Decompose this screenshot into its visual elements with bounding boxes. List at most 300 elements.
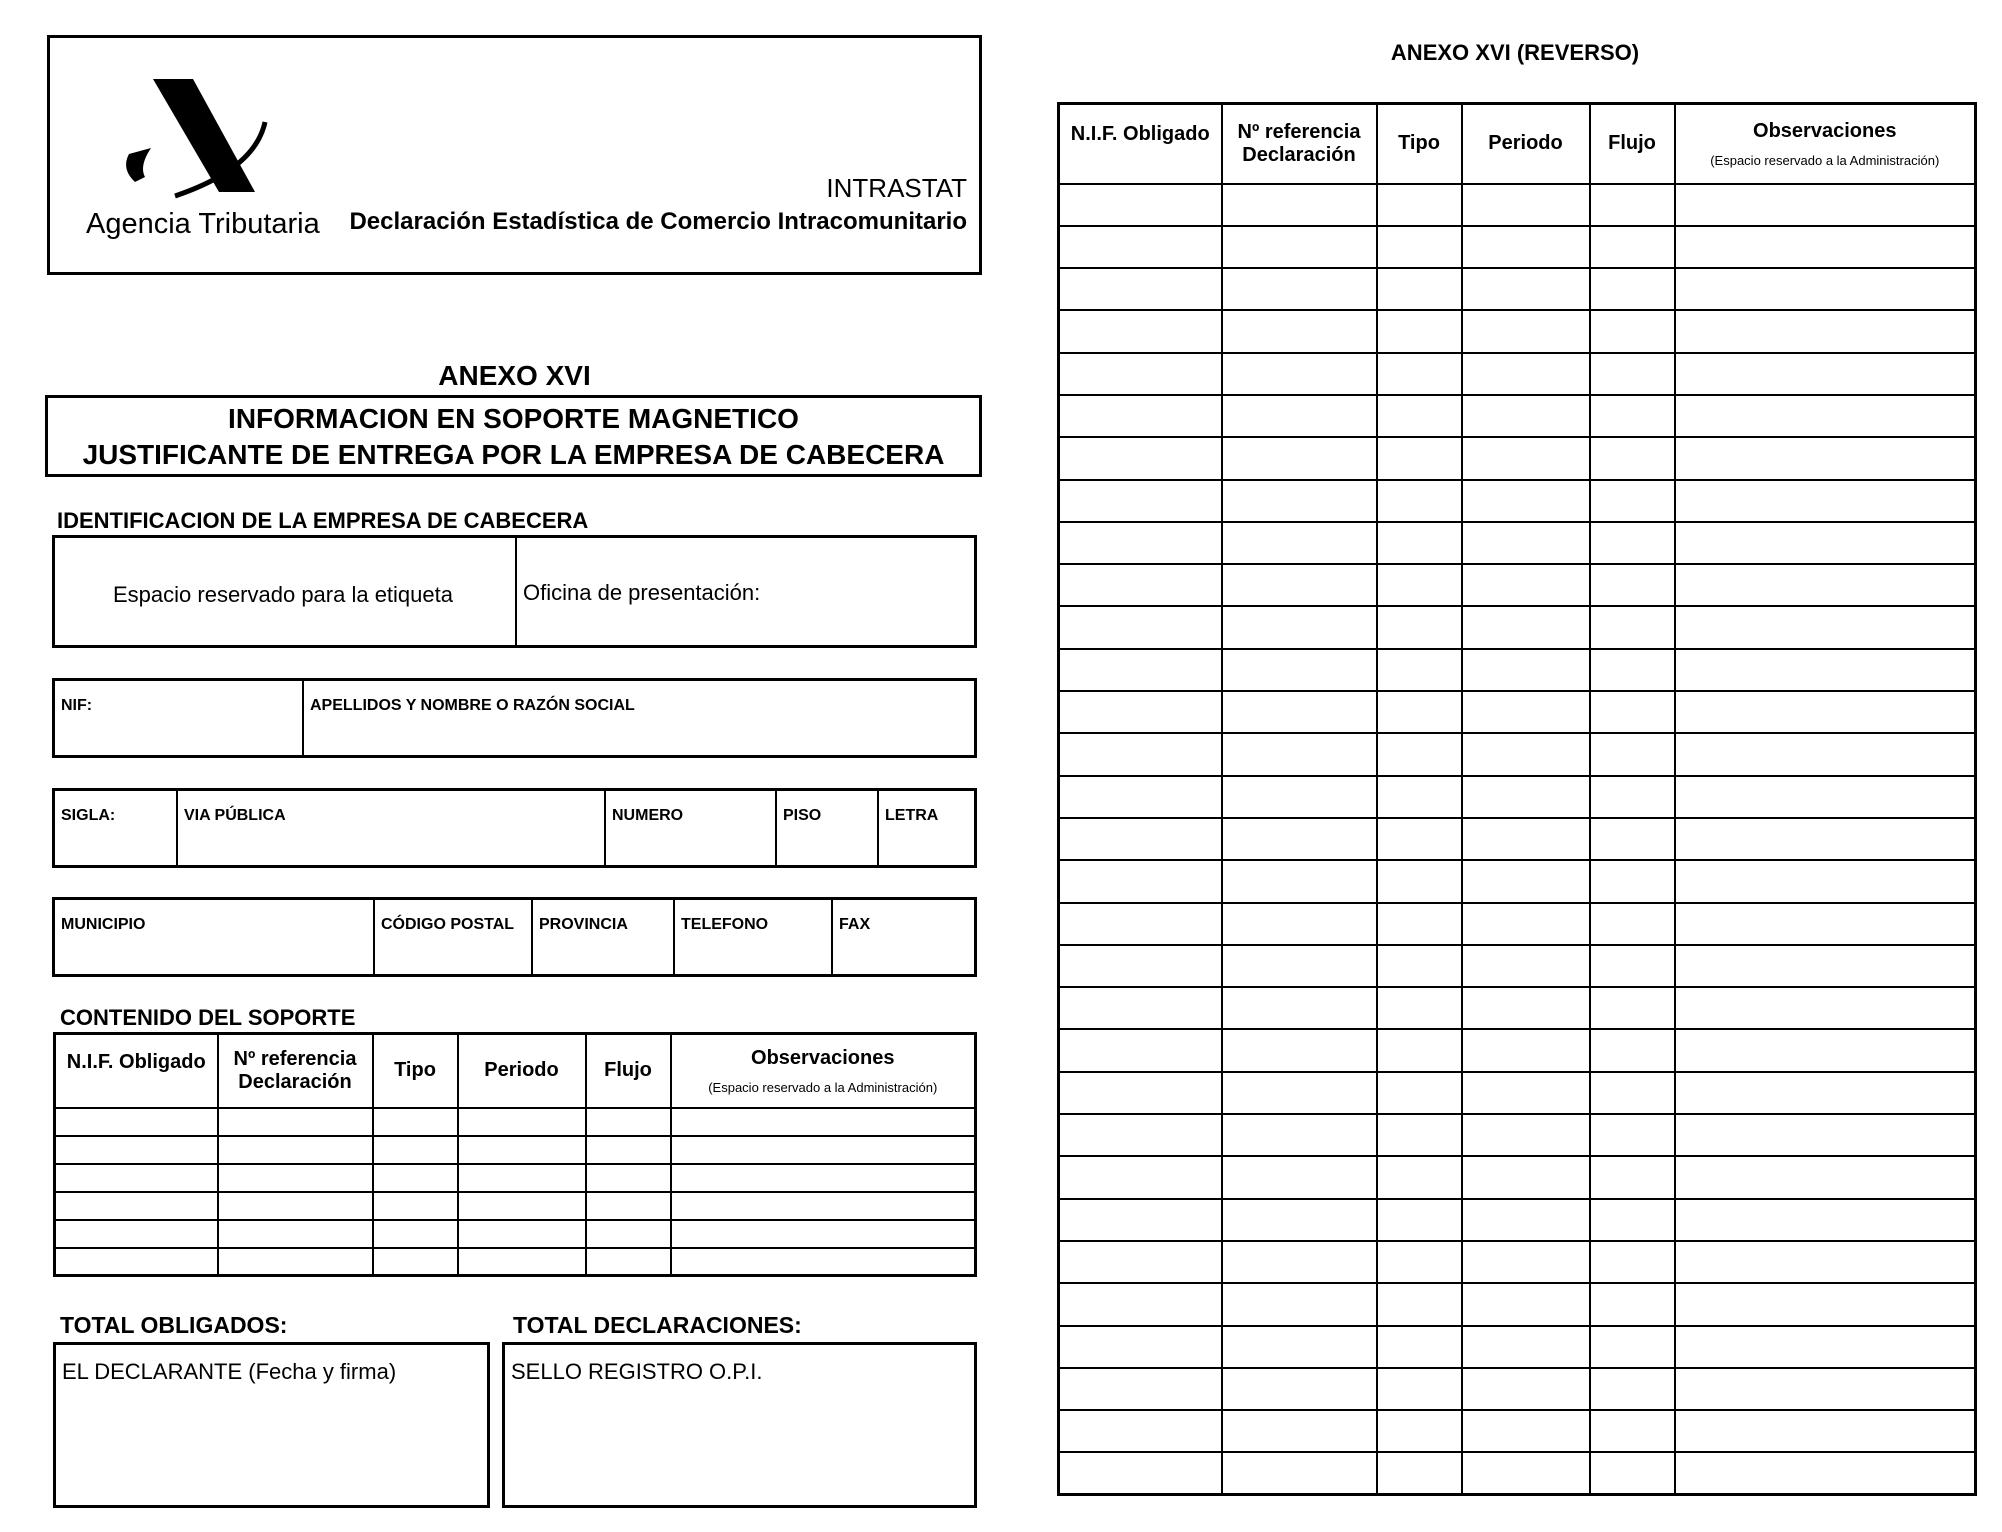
sello-box — [502, 1342, 977, 1508]
reverso-table-cell-flujo[interactable] — [1590, 480, 1675, 522]
reverso-table-cell-obs[interactable] — [1675, 1114, 1976, 1156]
reverso-table-cell-flujo[interactable] — [1590, 1199, 1675, 1241]
reverso-table-cell-flujo[interactable] — [1590, 522, 1675, 564]
content-table-cell-nif[interactable] — [55, 1192, 218, 1220]
reverso-table-cell-ref[interactable] — [1222, 395, 1377, 437]
th-nif: N.I.F. Obligado — [55, 1034, 218, 1108]
content-table-cell-nif[interactable] — [55, 1164, 218, 1192]
reverso-table-cell-ref[interactable] — [1222, 1452, 1377, 1494]
reverso-table-cell-obs[interactable] — [1675, 691, 1976, 733]
reverso-table-cell-ref[interactable] — [1222, 184, 1377, 226]
reverso-table-cell-nif[interactable] — [1059, 691, 1222, 733]
reverso-table-cell-flujo[interactable] — [1590, 1156, 1675, 1198]
reverso-table-cell-tipo[interactable] — [1377, 945, 1462, 987]
reverso-table-cell-flujo[interactable] — [1590, 1326, 1675, 1368]
reverso-table-cell-ref[interactable] — [1222, 776, 1377, 818]
reverso-table-cell-tipo[interactable] — [1377, 226, 1462, 268]
content-table-cell-obs[interactable] — [671, 1220, 976, 1248]
reverso-table-row — [1059, 353, 1976, 395]
reverso-table-cell-tipo[interactable] — [1377, 903, 1462, 945]
content-table-cell-ref[interactable] — [218, 1220, 373, 1248]
reverso-table-cell-ref[interactable] — [1222, 1326, 1377, 1368]
name-label: APELLIDOS Y NOMBRE O RAZÓN SOCIAL — [310, 697, 635, 714]
piso-label: PISO — [783, 807, 822, 824]
th-periodo: Periodo — [458, 1034, 586, 1108]
reverso-table-row — [1059, 268, 1976, 310]
reverso-table-cell-ref[interactable] — [1222, 1029, 1377, 1071]
reverso-table-cell-flujo[interactable] — [1590, 903, 1675, 945]
numero-field[interactable] — [606, 791, 777, 865]
reverso-table-cell-periodo[interactable] — [1462, 649, 1590, 691]
reverso-table-cell-obs[interactable] — [1675, 776, 1976, 818]
reverso-table-cell-ref[interactable] — [1222, 1114, 1377, 1156]
reverso-table-cell-obs[interactable] — [1675, 310, 1976, 352]
reverso-table-cell-nif[interactable] — [1059, 564, 1222, 606]
reverso-table-cell-periodo[interactable] — [1462, 987, 1590, 1029]
content-table-row — [55, 1108, 976, 1136]
reverso-table-cell-tipo[interactable] — [1377, 649, 1462, 691]
reverso-table-cell-nif[interactable] — [1059, 945, 1222, 987]
agencia-tributaria-logo — [115, 74, 285, 204]
via-field[interactable] — [178, 791, 606, 865]
reverso-table-cell-nif[interactable] — [1059, 480, 1222, 522]
th-obs-sub: (Espacio reservado a la Administración) — [708, 1079, 938, 1095]
reverso-table-cell-flujo[interactable] — [1590, 1029, 1675, 1071]
reverso-table-cell-flujo[interactable] — [1590, 310, 1675, 352]
reverso-table-cell-nif[interactable] — [1059, 818, 1222, 860]
content-table-row — [55, 1192, 976, 1220]
reverso-table-cell-tipo[interactable] — [1377, 310, 1462, 352]
reverso-table-body — [1059, 184, 1976, 1495]
fax-field[interactable] — [833, 900, 974, 974]
reverso-table-cell-periodo[interactable] — [1462, 226, 1590, 268]
reverso-table-cell-nif[interactable] — [1059, 268, 1222, 310]
reverso-table-cell-ref[interactable] — [1222, 987, 1377, 1029]
reverso-table-cell-obs[interactable] — [1675, 649, 1976, 691]
reverso-table-cell-tipo[interactable] — [1377, 1452, 1462, 1494]
reverso-table-cell-nif[interactable] — [1059, 310, 1222, 352]
reverso-table-cell-obs[interactable] — [1675, 860, 1976, 902]
content-table-cell-flujo[interactable] — [586, 1192, 671, 1220]
reverso-table-cell-nif[interactable] — [1059, 1326, 1222, 1368]
reverso-table-cell-obs[interactable] — [1675, 1283, 1976, 1325]
reverso-table-cell-ref[interactable] — [1222, 1368, 1377, 1410]
reverso-table-row — [1059, 522, 1976, 564]
reverso-table-cell-obs[interactable] — [1675, 606, 1976, 648]
reverso-table-cell-obs[interactable] — [1675, 353, 1976, 395]
reverso-table-cell-flujo[interactable] — [1590, 1452, 1675, 1494]
reverso-table-cell-periodo[interactable] — [1462, 480, 1590, 522]
reverso-table-row — [1059, 480, 1976, 522]
reverso-table-cell-obs[interactable] — [1675, 1199, 1976, 1241]
content-table-cell-periodo[interactable] — [458, 1220, 586, 1248]
reverso-table-cell-flujo[interactable] — [1590, 945, 1675, 987]
reverso-table-cell-periodo[interactable] — [1462, 564, 1590, 606]
reverso-table-cell-obs[interactable] — [1675, 268, 1976, 310]
main-title-box — [45, 395, 982, 477]
reverso-table-cell-nif[interactable] — [1059, 353, 1222, 395]
reverso-table-cell-flujo[interactable] — [1590, 395, 1675, 437]
content-table-cell-periodo[interactable] — [458, 1164, 586, 1192]
reverso-table-cell-nif[interactable] — [1059, 1072, 1222, 1114]
reverso-table-row — [1059, 1072, 1976, 1114]
reverso-table-cell-flujo[interactable] — [1590, 649, 1675, 691]
reverso-table-cell-tipo[interactable] — [1377, 1072, 1462, 1114]
content-table — [53, 1032, 977, 1277]
reverso-table-cell-periodo[interactable] — [1462, 903, 1590, 945]
reverso-table-cell-ref[interactable] — [1222, 1410, 1377, 1452]
reverso-table-cell-ref[interactable] — [1222, 1156, 1377, 1198]
reverso-table-cell-tipo[interactable] — [1377, 480, 1462, 522]
reverso-table-cell-tipo[interactable] — [1377, 268, 1462, 310]
reverso-table-cell-obs[interactable] — [1675, 945, 1976, 987]
content-table-cell-ref[interactable] — [218, 1108, 373, 1136]
total-obligados-label: TOTAL OBLIGADOS: — [60, 1312, 288, 1338]
th-obs-title: Observaciones — [751, 1046, 895, 1069]
reverso-table-cell-ref[interactable] — [1222, 1072, 1377, 1114]
reverso-table-row — [1059, 987, 1976, 1029]
content-table-cell-periodo[interactable] — [458, 1192, 586, 1220]
content-table-cell-obs[interactable] — [671, 1136, 976, 1164]
reverso-table-cell-flujo[interactable] — [1590, 776, 1675, 818]
sigla-label: SIGLA: — [61, 807, 116, 824]
content-table-cell-flujo[interactable] — [586, 1108, 671, 1136]
office-cell[interactable] — [517, 538, 974, 645]
reverso-table-cell-flujo[interactable] — [1590, 226, 1675, 268]
reverso-table-cell-nif[interactable] — [1059, 1368, 1222, 1410]
reverso-table-cell-flujo[interactable] — [1590, 564, 1675, 606]
reverso-table-row — [1059, 226, 1976, 268]
reverso-table-cell-flujo[interactable] — [1590, 1072, 1675, 1114]
letra-label: LETRA — [885, 807, 939, 824]
reverso-table-cell-tipo[interactable] — [1377, 395, 1462, 437]
reverso-table-cell-ref[interactable] — [1222, 268, 1377, 310]
content-table-cell-obs[interactable] — [671, 1248, 976, 1276]
reverso-table-cell-obs[interactable] — [1675, 226, 1976, 268]
reverso-table-cell-ref[interactable] — [1222, 818, 1377, 860]
reverso-table-row — [1059, 691, 1976, 733]
reverso-table-cell-tipo[interactable] — [1377, 522, 1462, 564]
content-table-cell-obs[interactable] — [671, 1108, 976, 1136]
reverso-table-cell-nif[interactable] — [1059, 1283, 1222, 1325]
reverso-table — [1057, 102, 1977, 1496]
anexo-title: ANEXO XVI — [438, 360, 591, 391]
reverso-table-cell-tipo[interactable] — [1377, 987, 1462, 1029]
reverso-table-cell-ref[interactable] — [1222, 437, 1377, 479]
reverso-table-cell-periodo[interactable] — [1462, 1072, 1590, 1114]
reverso-table-cell-tipo[interactable] — [1377, 860, 1462, 902]
reverso-table-cell-flujo[interactable] — [1590, 733, 1675, 775]
reverso-table-cell-obs[interactable] — [1675, 1072, 1976, 1114]
reverso-table-cell-periodo[interactable] — [1462, 395, 1590, 437]
reverso-table-cell-ref[interactable] — [1222, 1199, 1377, 1241]
declarante-box[interactable] — [53, 1342, 490, 1508]
reverso-table-cell-tipo[interactable] — [1377, 1368, 1462, 1410]
content-table-cell-flujo[interactable] — [586, 1220, 671, 1248]
provincia-label: PROVINCIA — [539, 916, 628, 933]
content-table-cell-periodo[interactable] — [458, 1108, 586, 1136]
reverso-table-cell-tipo[interactable] — [1377, 184, 1462, 226]
telefono-label: TELEFONO — [681, 916, 769, 933]
th-ref-line2: Declaración — [238, 1070, 352, 1093]
reverso-table-cell-tipo[interactable] — [1377, 1114, 1462, 1156]
content-table-cell-tipo[interactable] — [373, 1164, 458, 1192]
reverso-table-header — [1059, 104, 1976, 184]
reverso-table-cell-nif[interactable] — [1059, 226, 1222, 268]
reverso-table-row — [1059, 860, 1976, 902]
reverso-table-cell-flujo[interactable] — [1590, 1114, 1675, 1156]
reverso-table-cell-tipo[interactable] — [1377, 1283, 1462, 1325]
name-field[interactable] — [304, 681, 974, 755]
reverso-table-row — [1059, 818, 1976, 860]
sigla-field[interactable] — [55, 791, 178, 865]
provincia-field[interactable] — [533, 900, 675, 974]
declarante-label: EL DECLARANTE (Fecha y firma) — [62, 1359, 397, 1384]
reverso-table-cell-nif[interactable] — [1059, 733, 1222, 775]
reverso-table-cell-nif[interactable] — [1059, 1199, 1222, 1241]
content-table-cell-flujo[interactable] — [586, 1248, 671, 1276]
reverso-table-cell-ref[interactable] — [1222, 945, 1377, 987]
reverso-table-cell-nif[interactable] — [1059, 184, 1222, 226]
reverso-table-cell-ref[interactable] — [1222, 564, 1377, 606]
total-declaraciones-label: TOTAL DECLARACIONES: — [513, 1312, 802, 1338]
content-table-body — [55, 1108, 976, 1276]
reverso-table-cell-nif[interactable] — [1059, 395, 1222, 437]
letra-field[interactable] — [879, 791, 974, 865]
content-title: CONTENIDO DEL SOPORTE — [60, 1005, 356, 1030]
reverso-table-cell-nif[interactable] — [1059, 987, 1222, 1029]
reverso-table-cell-periodo[interactable] — [1462, 1368, 1590, 1410]
reverso-table-cell-periodo[interactable] — [1462, 1452, 1590, 1494]
reverso-table-cell-nif[interactable] — [1059, 1241, 1222, 1283]
reverso-table-cell-periodo[interactable] — [1462, 1410, 1590, 1452]
th-ref-r-line1: Nº referencia — [1237, 120, 1361, 143]
reverso-table-cell-tipo[interactable] — [1377, 437, 1462, 479]
content-table-cell-nif[interactable] — [55, 1248, 218, 1276]
reverso-table-row — [1059, 564, 1976, 606]
reverso-table-cell-periodo[interactable] — [1462, 1029, 1590, 1071]
reverso-table-cell-nif[interactable] — [1059, 1029, 1222, 1071]
reverso-table-cell-ref[interactable] — [1222, 310, 1377, 352]
reverso-table-cell-obs[interactable] — [1675, 564, 1976, 606]
reverso-table-cell-ref[interactable] — [1222, 226, 1377, 268]
reverso-table-cell-flujo[interactable] — [1590, 353, 1675, 395]
th-flujo-r: Flujo — [1590, 104, 1675, 184]
reverso-table-cell-flujo[interactable] — [1590, 818, 1675, 860]
reverso-table-cell-nif[interactable] — [1059, 1410, 1222, 1452]
sello-label: SELLO REGISTRO O.P.I. — [511, 1359, 763, 1384]
reverso-table-cell-periodo[interactable] — [1462, 691, 1590, 733]
reverso-table-cell-nif[interactable] — [1059, 649, 1222, 691]
reverso-table-cell-ref[interactable] — [1222, 649, 1377, 691]
reverso-table-cell-ref[interactable] — [1222, 606, 1377, 648]
content-table-cell-periodo[interactable] — [458, 1248, 586, 1276]
reverso-table-cell-obs[interactable] — [1675, 184, 1976, 226]
reverso-table-cell-obs[interactable] — [1675, 1368, 1976, 1410]
reverso-table-cell-nif[interactable] — [1059, 1452, 1222, 1494]
reverso-table-row — [1059, 1410, 1976, 1452]
reverso-table-cell-nif[interactable] — [1059, 606, 1222, 648]
reverso-table-cell-flujo[interactable] — [1590, 1410, 1675, 1452]
reverso-table-cell-tipo[interactable] — [1377, 1156, 1462, 1198]
reverso-table-cell-nif[interactable] — [1059, 860, 1222, 902]
cp-field[interactable] — [375, 900, 533, 974]
reverso-table-row — [1059, 903, 1976, 945]
reverso-table-cell-obs[interactable] — [1675, 395, 1976, 437]
reverso-table-cell-tipo[interactable] — [1377, 691, 1462, 733]
reverso-table-cell-tipo[interactable] — [1377, 1241, 1462, 1283]
numero-label: NUMERO — [612, 807, 684, 824]
reverso-table-cell-flujo[interactable] — [1590, 1368, 1675, 1410]
reverso-table-cell-periodo[interactable] — [1462, 437, 1590, 479]
reverso-table-cell-ref[interactable] — [1222, 860, 1377, 902]
reverso-table-cell-periodo[interactable] — [1462, 1114, 1590, 1156]
th-ref-line1: Nº referencia — [233, 1047, 357, 1070]
content-table-row — [55, 1248, 976, 1276]
reverso-table-cell-nif[interactable] — [1059, 1156, 1222, 1198]
via-label: VIA PÚBLICA — [184, 807, 286, 824]
municipio-field[interactable] — [55, 900, 375, 974]
piso-field[interactable] — [777, 791, 879, 865]
content-table-cell-ref[interactable] — [218, 1136, 373, 1164]
content-table-cell-flujo[interactable] — [586, 1136, 671, 1164]
agency-name: Agencia Tributaria — [86, 208, 320, 240]
content-table-cell-ref[interactable] — [218, 1164, 373, 1192]
reverso-table-cell-obs[interactable] — [1675, 818, 1976, 860]
reverso-table-cell-obs[interactable] — [1675, 480, 1976, 522]
reverso-table-cell-flujo[interactable] — [1590, 437, 1675, 479]
reverso-table-cell-obs[interactable] — [1675, 1029, 1976, 1071]
content-table-cell-tipo[interactable] — [373, 1108, 458, 1136]
reverso-table-cell-ref[interactable] — [1222, 691, 1377, 733]
th-tipo: Tipo — [373, 1034, 458, 1108]
reverso-table-row — [1059, 1241, 1976, 1283]
reverso-table-cell-nif[interactable] — [1059, 522, 1222, 564]
th-nif-r: N.I.F. Obligado — [1059, 104, 1222, 184]
reverso-table-cell-obs[interactable] — [1675, 1326, 1976, 1368]
reverso-table-cell-ref[interactable] — [1222, 353, 1377, 395]
reverso-table-cell-flujo[interactable] — [1590, 184, 1675, 226]
nif-name-row — [52, 678, 977, 758]
office-label: Oficina de presentación: — [523, 580, 761, 605]
content-table-cell-periodo[interactable] — [458, 1136, 586, 1164]
reverso-table-cell-ref[interactable] — [1222, 733, 1377, 775]
reverso-table-cell-periodo[interactable] — [1462, 268, 1590, 310]
nif-field[interactable] — [55, 681, 304, 755]
reverso-table-cell-periodo[interactable] — [1462, 945, 1590, 987]
reverso-table-cell-periodo[interactable] — [1462, 184, 1590, 226]
reverso-table-cell-ref[interactable] — [1222, 903, 1377, 945]
label-space-cell — [55, 538, 517, 645]
content-table-cell-nif[interactable] — [55, 1136, 218, 1164]
reverso-table-cell-periodo[interactable] — [1462, 310, 1590, 352]
header-subtitle: Declaración Estadística de Comercio Intracomunitario — [349, 208, 967, 235]
reverso-table-cell-ref[interactable] — [1222, 1283, 1377, 1325]
content-table-cell-tipo[interactable] — [373, 1136, 458, 1164]
reverso-table-cell-tipo[interactable] — [1377, 776, 1462, 818]
reverso-table-cell-tipo[interactable] — [1377, 733, 1462, 775]
reverso-table-cell-flujo[interactable] — [1590, 691, 1675, 733]
reverso-table-cell-periodo[interactable] — [1462, 522, 1590, 564]
reverso-table-cell-obs[interactable] — [1675, 1241, 1976, 1283]
reverso-table-row — [1059, 776, 1976, 818]
reverso-table-cell-periodo[interactable] — [1462, 1283, 1590, 1325]
content-table-cell-ref[interactable] — [218, 1248, 373, 1276]
reverso-table-cell-nif[interactable] — [1059, 437, 1222, 479]
content-table-cell-flujo[interactable] — [586, 1164, 671, 1192]
reverso-table-cell-tipo[interactable] — [1377, 1326, 1462, 1368]
content-table-cell-nif[interactable] — [55, 1108, 218, 1136]
reverso-table-row — [1059, 437, 1976, 479]
reverso-table-row — [1059, 649, 1976, 691]
content-table-cell-tipo[interactable] — [373, 1248, 458, 1276]
th-obs — [671, 1034, 976, 1108]
reverso-table-cell-flujo[interactable] — [1590, 987, 1675, 1029]
content-table-cell-obs[interactable] — [671, 1192, 976, 1220]
th-ref — [218, 1034, 373, 1108]
reverso-table-cell-tipo[interactable] — [1377, 1199, 1462, 1241]
reverso-table-cell-ref[interactable] — [1222, 522, 1377, 564]
reverso-table-cell-obs[interactable] — [1675, 987, 1976, 1029]
reverso-table-cell-tipo[interactable] — [1377, 818, 1462, 860]
reverso-table-cell-obs[interactable] — [1675, 1156, 1976, 1198]
reverso-table-cell-periodo[interactable] — [1462, 1241, 1590, 1283]
reverso-table-row — [1059, 1114, 1976, 1156]
content-table-cell-tipo[interactable] — [373, 1220, 458, 1248]
reverso-table-row — [1059, 945, 1976, 987]
reverso-table-cell-flujo[interactable] — [1590, 268, 1675, 310]
reverso-table-cell-obs[interactable] — [1675, 733, 1976, 775]
reverso-table-cell-tipo[interactable] — [1377, 606, 1462, 648]
municipio-label: MUNICIPIO — [61, 916, 146, 933]
reverso-table-cell-flujo[interactable] — [1590, 606, 1675, 648]
reverso-table-cell-tipo[interactable] — [1377, 564, 1462, 606]
reverso-table-cell-obs[interactable] — [1675, 1452, 1976, 1494]
reverso-table-cell-ref[interactable] — [1222, 1241, 1377, 1283]
reverso-table-cell-nif[interactable] — [1059, 903, 1222, 945]
reverso-table-cell-periodo[interactable] — [1462, 1199, 1590, 1241]
main-title-line2: JUSTIFICANTE DE ENTREGA POR LA EMPRESA DE CABECERA — [82, 439, 945, 470]
reverso-table-cell-ref[interactable] — [1222, 480, 1377, 522]
reverso-table-cell-tipo[interactable] — [1377, 353, 1462, 395]
reverso-table-cell-periodo[interactable] — [1462, 860, 1590, 902]
reverso-table-cell-obs[interactable] — [1675, 522, 1976, 564]
reverso-table-cell-periodo[interactable] — [1462, 1156, 1590, 1198]
th-obs-r-sub: (Espacio reservado a la Administración) — [1710, 152, 1940, 168]
reverso-table-cell-periodo[interactable] — [1462, 733, 1590, 775]
reverso-table-cell-periodo[interactable] — [1462, 353, 1590, 395]
content-table-cell-nif[interactable] — [55, 1220, 218, 1248]
content-table-cell-ref[interactable] — [218, 1192, 373, 1220]
reverso-table-cell-obs[interactable] — [1675, 437, 1976, 479]
reverso-table-cell-periodo[interactable] — [1462, 606, 1590, 648]
content-table-cell-tipo[interactable] — [373, 1192, 458, 1220]
reverso-table-cell-nif[interactable] — [1059, 1114, 1222, 1156]
reverso-table-cell-periodo[interactable] — [1462, 776, 1590, 818]
content-table-cell-obs[interactable] — [671, 1164, 976, 1192]
reverso-table-cell-obs[interactable] — [1675, 1410, 1976, 1452]
reverso-table-cell-tipo[interactable] — [1377, 1410, 1462, 1452]
reverso-table-cell-periodo[interactable] — [1462, 1326, 1590, 1368]
reverso-table-cell-nif[interactable] — [1059, 776, 1222, 818]
reverso-table-cell-flujo[interactable] — [1590, 1283, 1675, 1325]
reverso-table-cell-periodo[interactable] — [1462, 818, 1590, 860]
reverso-table-cell-obs[interactable] — [1675, 903, 1976, 945]
telefono-field[interactable] — [675, 900, 833, 974]
reverso-table-cell-flujo[interactable] — [1590, 1241, 1675, 1283]
reverso-table-cell-flujo[interactable] — [1590, 860, 1675, 902]
reverso-table-cell-tipo[interactable] — [1377, 1029, 1462, 1071]
